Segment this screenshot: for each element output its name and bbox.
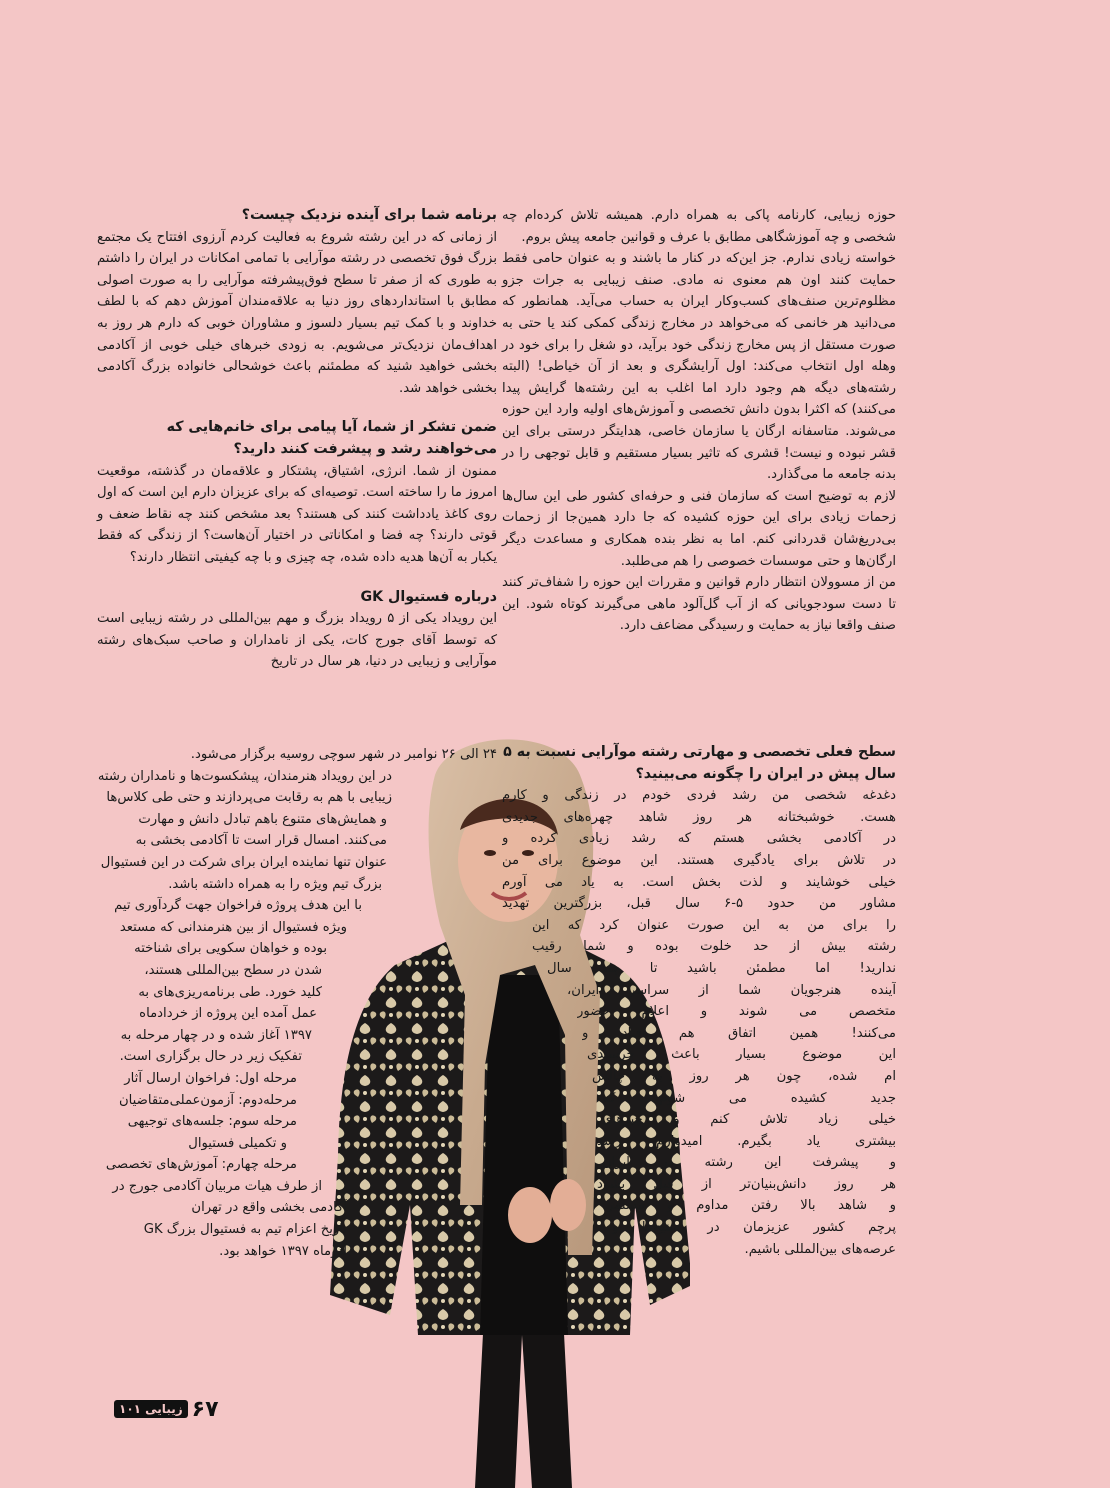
answer-text: این رویداد یکی از ۵ رویداد بزرگ و مهم بین‌المللی در رشته زیبایی است که توسط آقای جورج کات، یکی از نامداران و صاحب سبک‌های رشته موآرایی و زیبایی در دنیا، هر سال در تاریخ xyxy=(97,611,497,670)
answer-line: عرصه‌های بین‌المللی باشیم. xyxy=(744,1241,896,1257)
detail-line: ۱۳۹۷ آغاز شده و در چهار مرحله به xyxy=(120,1027,312,1043)
detail-line: از طرف هیات مربیان آکادمی جورج در xyxy=(112,1178,322,1194)
detail-line: مرحله سوم: جلسه‌های توجیهی xyxy=(127,1114,297,1130)
answer-line: در تلاش برای یادگیری هستند. این موضوع برای من xyxy=(502,852,896,868)
detail-line: شدن در سطح بین‌المللی هستند، xyxy=(144,962,322,978)
right-column xyxy=(502,205,896,637)
detail-line: در این رویداد هنرمندان، پیشکسوت‌ها و نامداران رشته xyxy=(97,768,392,784)
detail-line: عنوان تنها نماینده ایران برای شرکت در این فستیوال xyxy=(100,854,387,870)
detail-line: بزرگ تیم ویژه را به همراه داشته باشد. xyxy=(168,876,382,892)
gk-festival-details xyxy=(97,744,497,1262)
detail-line: با این هدف پروژه فراخوان جهت گردآوری تیم xyxy=(114,898,362,914)
detail-line: آذرماه ۱۳۹۷ خواهد بود. xyxy=(219,1243,347,1259)
detail-line: مرحله‌دوم: آزمون‌عملی‌متقاضیان xyxy=(118,1092,297,1108)
answer-line: هست. خوشبختانه هر روز شاهد چهره‌های جدیدی xyxy=(502,809,896,825)
answer-line: و پیشرفت این رشته در ایران xyxy=(602,1155,896,1171)
question-heading: برنامه شما برای آینده نزدیک چیست؟ xyxy=(241,207,497,223)
detail-line: مرحله چهارم: آموزش‌های تخصصی xyxy=(105,1157,297,1173)
page-footer xyxy=(114,1396,219,1422)
left-column xyxy=(97,205,497,673)
answer-line: ام شده، چون هر روز به چالش xyxy=(592,1068,896,1084)
answer-line: را برای من به این صورت عنوان کرد که این xyxy=(532,917,896,933)
answer-line: و شاهد بالا رفتن مداوم و مستمر xyxy=(607,1198,896,1214)
detail-line: بوده و خواهان سکویی برای شناخته xyxy=(134,941,327,957)
question-current-level xyxy=(502,742,896,1260)
paragraph: حوزه زیبایی، کارنامه پاکی به همراه دارم. همیشه تلاش کرده‌ام چه شخصی و چه آموزشگاهی مطابق با عرف و قوانین جامعه پیش بروم. xyxy=(502,208,896,245)
detail-line: ویژه فستیوال از بین هنرمندانی که مستعد xyxy=(119,919,347,935)
detail-line: عمل آمده این پروژه از خردادماه xyxy=(139,1006,317,1022)
answer-line: هر روز دانش‌بنیان‌تر از قبل بشود xyxy=(597,1176,896,1192)
answer-text xyxy=(502,785,896,1260)
answer-line: آینده هنرجویان شما از سراسر ایران، xyxy=(567,982,896,998)
detail-line: می‌کنند. امسال قرار است تا آکادمی بخشی به xyxy=(135,833,387,849)
paragraph: خواسته زیادی ندارم. جز این‌که در کنار ما باشند و به عنوان حامی فقط حمایت کنند اون هم معنوی نه مادی. صنف زیبایی به جرات جزو مظلوم‌ترین صنف‌های کسب‌وکار ایران به حساب می‌آید. همانطور که می‌دانید هر خانمی که می‌خواهد در مخارج زندگی کمکی کند یا حتی به صورت مستقل از پس مخارج زندگی خود برآید، دو شغل را برای خود در وهله اول انتخاب می‌کند: اول آرایشگری و بعد از آن خیاطی! (البته رشته‌های دیگه هم وجود دارد اما اغلب به این رشته‌ها گرایش پیدا می‌کنند) که اکثرا بدون دانش تخصصی و آموزش‌های اولیه وارد این حوزه می‌شوند. متاسفانه ارگان یا سازمان خاصی، هدایتگر درستی برای این قشر نبوده و نیست! قشری که تاثیر بسیار مستقیم و قابل توجهی را در بدنه جامعه ما می‌گذارد. xyxy=(502,251,896,483)
answer-line: رشته بیش از حد خلوت بوده و شما رقیب xyxy=(532,939,896,955)
detail-line: کلید خورد. طی برنامه‌ریزی‌های به xyxy=(138,984,322,1000)
answer-line: ندارید! اما مطمئن باشید تا چند سال xyxy=(547,960,896,976)
answer-line: جدید کشیده می شوم که xyxy=(602,1090,896,1106)
detail-line: مرحله اول: فراخوان ارسال آثار xyxy=(124,1070,297,1086)
question-heading: سطح فعلی تخصصی و مهارتی رشته موآرایی نسبت به ۵ سال پیش در ایران را چگونه می‌بینید؟ xyxy=(503,744,896,782)
answer-text: از زمانی که در این رشته شروع به فعالیت کردم آرزوی افتتاح یک مجتمع بزرگ فوق تخصصی در رشته موآرایی با تمامی امکانات در ایران را داشتم به طوری که از صفر تا سطح فوق‌پیشرفته موآرایی را به صورت اصولی مطابق با استانداردهای روز دنیا به علاقه‌مندان آموزش دهم که با لطف خداوند و با کمک تیم بسیار دلسوز و مشاوران خوبی که دارم هر روز به اهداف‌مان نزدیک‌تر می‌شویم. به زودی خبرهای خیلی خوبی از آکادمی بخشی خواهید شنید که مطمئنم باعث خوشحالی خانواده بزرگ آکادمی بخشی خواهد شد. xyxy=(97,229,497,396)
answer-line: دغدغه شخصی من رشد فردی خودم در زندگی و کارم xyxy=(502,788,896,804)
detail-line: تفکیک زیر در حال برگزاری است. xyxy=(119,1049,302,1065)
paragraph: من از مسوولان انتظار دارم قوانین و مقررات این حوزه را شفاف‌تر کنند تا دست سودجویانی که از آب گل‌آلود ماهی می‌گیرند کوتاه شود. این صنف واقعا نیاز به حمایت و رسیدگی مضاعف دارد. xyxy=(502,575,896,634)
answer-line: خیلی خوشایند و لذت بخش است. به یاد می آورم xyxy=(502,874,896,890)
page-number: ۶۷ xyxy=(191,1396,219,1422)
answer-line: می‌کنند! همین اتفاق هم افتاد و xyxy=(582,1025,896,1041)
answer-line: این موضوع بسیار باعث خرسندی xyxy=(587,1047,896,1063)
paragraph: لازم به توضیح است که سازمان فنی و حرفه‌ای کشور طی این سال‌ها زحمات زیادی برای این حوزه کشیده که جا دارد همین‌جا از زحمات بی‌دریغ‌شان قدردانی کنم. اما به نظر بنده همکاری و مساعدت دیگر ارگان‌ها و حتی موسسات خصوصی را هم می‌طلبد. xyxy=(502,488,896,569)
magazine-logo: زیبایی ۱۰۱ xyxy=(114,1400,188,1418)
detail-line: ۲۴ الی ۲۶ نوامبر در شهر سوچی روسیه برگزار می‌شود. xyxy=(190,747,497,762)
detail-line: زیبایی با هم به رقابت می‌پردازند و حتی طی کلاس‌ها xyxy=(106,790,392,806)
answer-text: ممنون از شما. انرژی، اشتیاق، پشتکار و علاقه‌مان در گذشته، موقعیت امروز ما را ساخته است. توصیه‌ای که برای عزیزان دارم این است که اول روی کاغذ یادداشت کنند کی هستند؟ بعد مشخص کنند چه نقاط ضعف و قوتی دارند؟ چه فضا و امکاناتی در اختیار آن‌هاست؟ از زندگی که فقط یکبار به آن‌ها هدیه داده شده، چه چیزی و با چه کیفیتی انتظار دارند؟ xyxy=(97,463,497,565)
answer-line: متخصص می شوند و اعلام حضور xyxy=(577,1004,896,1020)
answer-line: مشاور من حدود ۵-۶ سال قبل، بزرگترین تهدید xyxy=(502,896,896,912)
section-heading-gk: درباره فستیوال GK xyxy=(360,588,497,605)
question-heading: ضمن تشکر از شما، آیا پیامی برای خانم‌هایی که می‌خواهند رشد و پیشرفت کنند دارید؟ xyxy=(166,419,497,457)
answer-line: پرچم کشور عزیزمان در استیج‌ها و xyxy=(612,1220,896,1236)
detail-line: تاریخ اعزام تیم به فستیوال بزرگ GK xyxy=(143,1222,347,1238)
answer-line: بیشتری یاد بگیرم. امیدوارم رشد xyxy=(597,1133,896,1149)
detail-line: آکادمی بخشی واقع در تهران xyxy=(191,1200,347,1216)
detail-line: و تکمیلی فستیوال xyxy=(188,1135,287,1151)
answer-line: در آکادمی بخشی هستم که رشد زیادی کرده و xyxy=(502,831,896,847)
detail-line: و همایش‌های متنوع باهم تبادل دانش و مهارت xyxy=(138,811,387,827)
answer-line: خیلی زیاد تلاش کنم و چیزهای xyxy=(602,1112,896,1128)
